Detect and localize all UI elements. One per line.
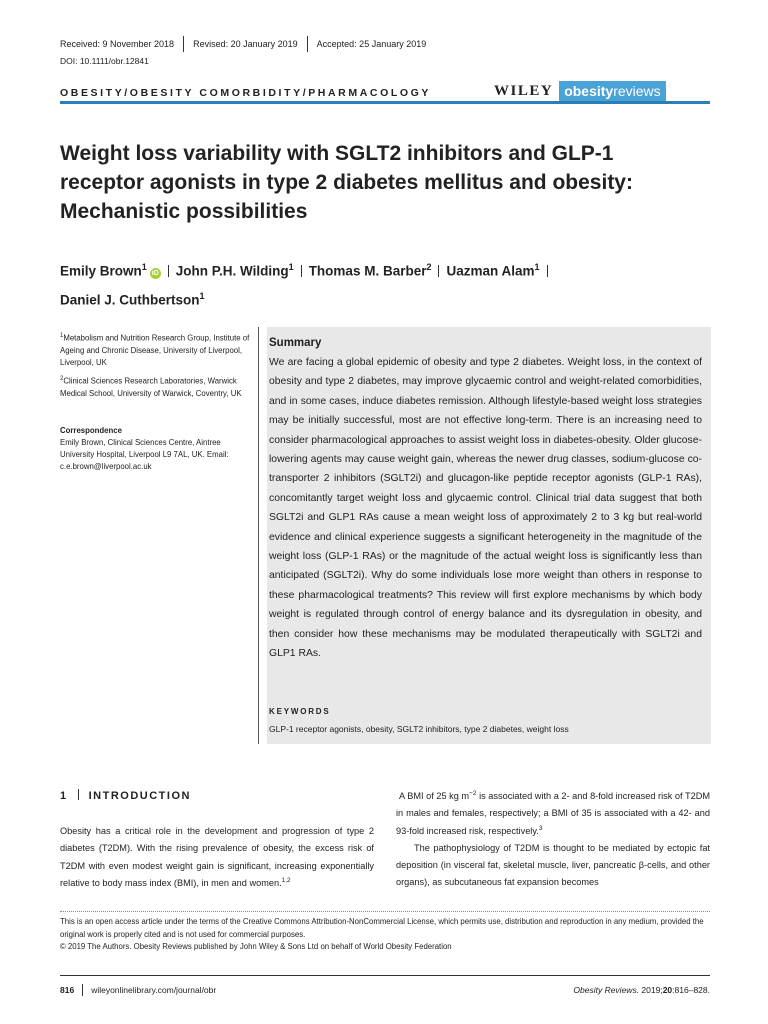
doi[interactable]: DOI: 10.1111/obr.12841 <box>60 56 149 66</box>
correspondence-label: Correspondence <box>60 426 122 435</box>
citation-ref[interactable]: 1,2 <box>281 876 291 884</box>
article-dates <box>60 37 426 51</box>
author-name[interactable]: Emily Brown <box>60 263 142 279</box>
journal-logo: obesityreviews <box>559 81 665 102</box>
divider <box>168 265 169 277</box>
keywords-label: KEYWORDS <box>269 707 331 716</box>
correspondence-text: Emily Brown, Clinical Sciences Centre, Aintree University Hospital, Liverpool L9 7AL, UK. Email: c.e.brown@liverpool.ac.uk <box>60 438 229 471</box>
journal-brand <box>494 81 666 102</box>
intro-column-1: Obesity has a critical role in the development and progression of type 2 diabetes (T2DM). With the rising prevalence of obesity, the excess risk of T2DM with even modest weight gain is significant, increasing exponentially relative to body mass index (BMI), in men and women.$^{1,2}$ <box>60 826 374 888</box>
correspondence <box>60 425 250 473</box>
summary-heading: Summary <box>269 337 322 349</box>
received-date: Received: 9 November 2018 <box>60 39 175 49</box>
footer-rule <box>60 975 710 976</box>
page-footer <box>60 984 710 996</box>
license-notice: This is an open access article under the terms of the Creative Commons Attribution-NonCommercial License, which permits use, distribution and reproduction in any medium, provided the original work is properly cited and is not used for commercial purposes. © 2019 The Authors. Obesity Reviews published by John Wiley & Sons Ltd on behalf of World Obesity Federation <box>60 917 704 951</box>
section-heading: 1 INTRODUCTION <box>60 790 191 802</box>
publisher-logo: WILEY <box>494 83 554 99</box>
journal-url[interactable]: wileyonlinelibrary.com/journal/obr <box>91 985 217 995</box>
author-affiliation: 1 <box>141 262 147 272</box>
author-affiliation: 1 <box>199 290 205 301</box>
divider <box>307 36 308 52</box>
author-affiliation: 1 <box>534 262 540 272</box>
summary-text: We are facing a global epidemic of obesity and type 2 diabetes. Weight loss, in the context of obesity and type 2 diabetes, may improve glycaemic control and weight-related comorbidities, and in some cases, induce diabetes remission. Although lifestyle-based weight loss strategies may be initially successful, most are not effective long-term. There is an increasing need to consider pharmacological approaches to assist weight loss in diabetes-obesity. Older glucose-lowering agents may cause weight gain, whereas the newer drug classes, sodium-glucose co-transporter 2 inhibitors (SGLT2i) and glucagon-like peptide receptor agonists (GLP-1 RAs), concomitantly target weight loss and glycaemic control. Clinical trial data suggest that both SGLT2i and GLP1 RAs cause a mean weight loss of approximately 2 to 3 kg but real-world evidence and clinical experience suggests a significant heterogeneity in the magnitude of the weight loss (GLP-1 RAs) or the magnitude of the actual weight loss is significantly less than anticipated (SGLT2i). Why do some individuals lose more weight than others in response to these pharmacological treatments? This review will first explore mechanisms by which body weight is regulated through control of energy balance and its dysregulation in obesity, and then consider how these mechanisms may be modulated therapeutically with SGLT2i and GLP1 RAs. <box>269 357 702 660</box>
divider <box>547 265 548 277</box>
divider <box>301 265 302 277</box>
author-affiliation: 1 <box>288 262 294 272</box>
affiliation-1: $^1$Metabolism and Nutrition Research Group, Institute of Ageing and Chronic Disease, University of Liverpool, Liverpool, UK <box>60 333 250 367</box>
revised-date: Revised: 20 January 2019 <box>193 39 298 49</box>
divider <box>438 265 439 277</box>
article-title: Weight loss variability with SGLT2 inhibitors and GLP-1 receptor agonists in type 2 diabetes mellitus and obesity: Mechanistic possibilities <box>60 142 633 223</box>
author-name[interactable]: John P.H. Wilding <box>175 263 289 279</box>
keywords: GLP-1 receptor agonists, obesity, SGLT2 inhibitors, type 2 diabetes, weight loss <box>269 724 569 734</box>
author-name[interactable]: Thomas M. Barber <box>308 263 427 279</box>
header-rule <box>60 101 710 104</box>
affiliation-2: $^2$Clinical Sciences Research Laboratories, Warwick Medical School, University of Warwick, Coventry, UK <box>60 376 242 398</box>
author-name[interactable]: Daniel J. Cuthbertson <box>60 292 200 307</box>
author-name[interactable]: Uazman Alam <box>446 263 535 279</box>
orcid-icon[interactable]: iD <box>151 269 159 277</box>
intro-column-2: A BMI of 25 kg $m^{-2}$ is associated with a 2- and 8-fold increased risk of T2DM in males and females, respectively; a BMI of 35 is associated with a 42- and 93-fold increased risk, respectively.$^3$ The pathophysiology of T2DM is thought to be mediated by ectopic fat deposition (in visceral fat, skeletal muscle, liver, pancreatic β-cells, and other organs), as subcutaneous fat expansion becomes <box>396 789 710 888</box>
accepted-date: Accepted: 25 January 2019 <box>316 39 427 49</box>
author-affiliation: 2 <box>426 262 432 272</box>
citation: Obesity Reviews. 2019;20:816–828. <box>573 985 710 995</box>
author-list <box>60 255 710 312</box>
license-divider <box>60 911 710 912</box>
divider <box>183 36 184 52</box>
page-number: 816 <box>60 985 75 995</box>
section-label: OBESITY/OBESITY COMORBIDITY/PHARMACOLOGY <box>60 87 431 99</box>
citation-ref[interactable]: 3 <box>538 824 543 832</box>
